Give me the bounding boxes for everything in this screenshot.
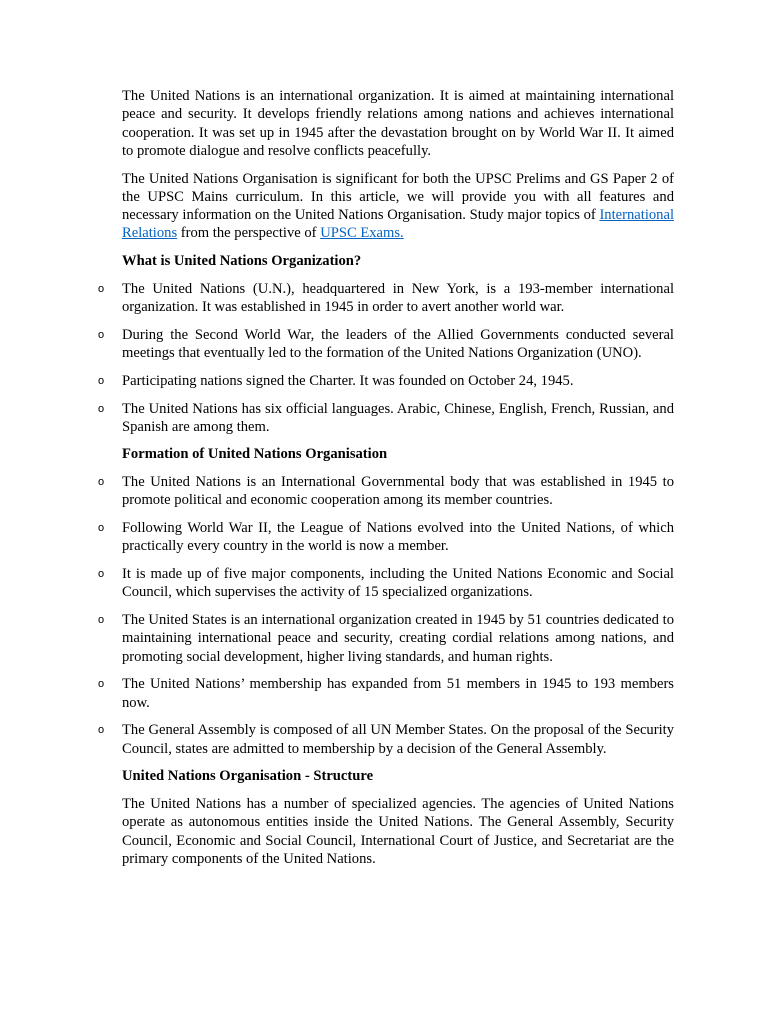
list-item-text: Following World War II, the League of Nations evolved into the United Nations, of which practically every country in the world is now a member. (122, 520, 674, 555)
list-item (98, 611, 674, 666)
international-relations-link[interactable]: International Relations (122, 207, 674, 242)
list-item (98, 326, 674, 363)
list-item (98, 519, 674, 556)
list-item-text: Participating nations signed the Charter. It was founded on October 24, 1945. (122, 372, 574, 389)
list-item-text: The United Nations (U.N.), headquartered in New York, is a 193-member international organization. It was established in 1945 in order to avert another world war. (122, 280, 674, 316)
upsc-relevance-paragraph (122, 170, 674, 243)
bullet-marker: o (98, 282, 105, 295)
list-item (98, 565, 674, 602)
list-item (98, 280, 674, 317)
list-item (98, 675, 674, 712)
intro-paragraph: The United Nations is an international organization. It is aimed at maintaining international peace and security. It develops friendly relations among nations and achieves international cooperation. It was set up in 1945 after the devastation brought on by World War II. It aimed to promote dialogue and resolve conflicts peacefully. (122, 88, 674, 159)
bullet-marker: o (98, 614, 105, 627)
bullet-marker: o (98, 328, 105, 341)
bullet-marker: o (98, 678, 105, 691)
section-heading-formation: Formation of United Nations Organisation (122, 446, 388, 463)
list-item-text: The United Nations’ membership has expanded from 51 members in 1945 to 193 members now. (122, 676, 674, 711)
bullet-marker: o (98, 568, 105, 581)
structure-paragraph: The United Nations has a number of specialized agencies. The agencies of United Nations operate as autonomous entities inside the United Nations. The General Assembly, Security Council, Economic and Social Council, International Court of Justice, and Secretariat are the primary components of the United Nations. (122, 796, 674, 867)
bullet-marker: o (98, 522, 105, 535)
bullet-marker: o (98, 374, 105, 387)
bullet-list-what-is-uno (98, 280, 674, 436)
document-page (98, 87, 674, 878)
bullet-list-formation (98, 473, 674, 758)
upsc-exams-link[interactable]: UPSC Exams. (320, 225, 404, 242)
bullet-marker: o (98, 476, 105, 489)
paragraph-text: The United Nations Organisation is significant for both the UPSC Prelims and GS Paper 2 of the UPSC Mains curriculum. In this article, we will provide you with all features and necessary information on the United Nations Organisation. Study major topics of (122, 170, 674, 224)
section-heading-what-is-uno: What is United Nations Organization? (122, 253, 362, 270)
list-item-text: The United Nations has six official languages. Arabic, Chinese, English, French, Russian, and Spanish are among them. (122, 400, 674, 435)
list-item-text: During the Second World War, the leaders of the Allied Governments conducted several meetings that eventually led to the formation of the United Nations Organization (UNO). (122, 326, 674, 362)
bullet-marker: o (98, 402, 105, 415)
paragraph-text: from the perspective of (177, 225, 321, 242)
list-item-text: The General Assembly is composed of all UN Member States. On the proposal of the Security Council, states are admitted to membership by a decision of the General Assembly. (122, 722, 674, 757)
bullet-marker: o (98, 724, 105, 737)
list-item (98, 400, 674, 437)
list-item-text: The United Nations is an International Governmental body that was established in 1945 to promote political and economic cooperation among its member countries. (122, 474, 674, 509)
list-item (98, 721, 674, 758)
list-item (98, 473, 674, 510)
list-item-text: It is made up of five major components, including the United Nations Economic and Social Council, which supervises the activity of 15 specialized organizations. (122, 566, 674, 601)
list-item-text: The United States is an international organization created in 1945 by 51 countries dedicated to maintaining international peace and security, creating cordial relations among nations, and promoting social development, higher living standards, and human rights. (122, 612, 674, 665)
section-heading-structure: United Nations Organisation - Structure (122, 768, 374, 785)
list-item (98, 372, 674, 390)
